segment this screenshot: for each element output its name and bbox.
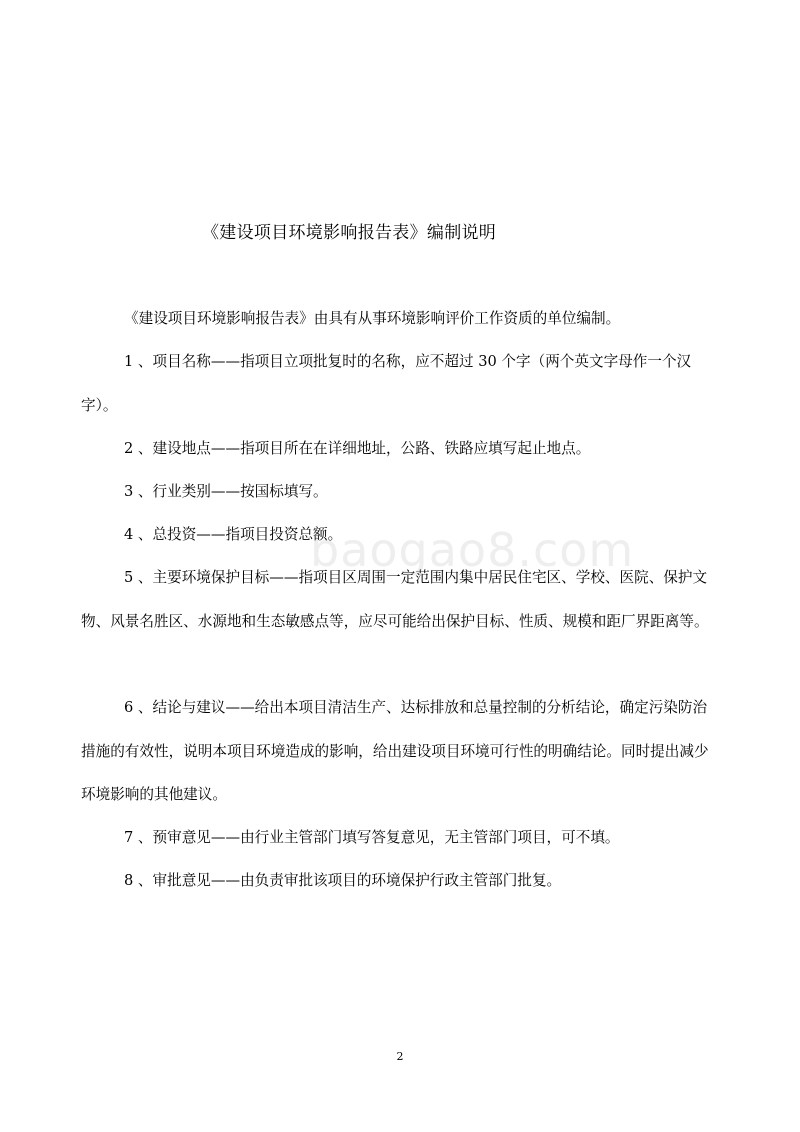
document-title: 《建设项目环境影响报告表》编制说明 [202,223,497,243]
item-8-approval: 8 、审批意见——由负责审批该项目的环境保护行政主管部门批复。 [124,872,562,889]
item-6-conclusions: 6 、结论与建议——给出本项目清洁生产、达标排放和总量控制的分析结论，确定污染防治措施的有效性，说明本项目环境造成的影响，给出建设项目环境可行性的明确结论。同时提出减少环境影响的其他建议。 [81,699,709,803]
item-4-investment: 4 、总投资——指项目投资总额。 [124,526,343,543]
item-7-preliminary-review: 7 、预审意见——由行业主管部门填写答复意见，无主管部门项目，可不填。 [124,829,620,846]
item-3-industry: 3 、行业类别——按国标填写。 [124,483,328,500]
item-2-location: 2 、建设地点——指项目所在在详细地址，公路、铁路应填写起止地点。 [124,440,591,457]
intro-paragraph: 《建设项目环境影响报告表》由具有从事环境影响评价工作资质的单位编制。 [124,310,621,327]
watermark: baogao8.com [310,523,635,577]
item-5-protection-targets: 5 、主要环境保护目标——指项目区周围一定范围内集中居民住宅区、学校、医院、保护文物、风景名胜区、水源地和生态敏感点等，应尽可能给出保护目标、性质、规模和距厂界距离等。 [81,569,709,630]
page-number: 2 [396,1050,404,1063]
item-1-project-name: 1 、项目名称——指项目立项批复时的名称，应不超过 30 个字（两个英文字母作一个汉字）。 [81,353,692,414]
